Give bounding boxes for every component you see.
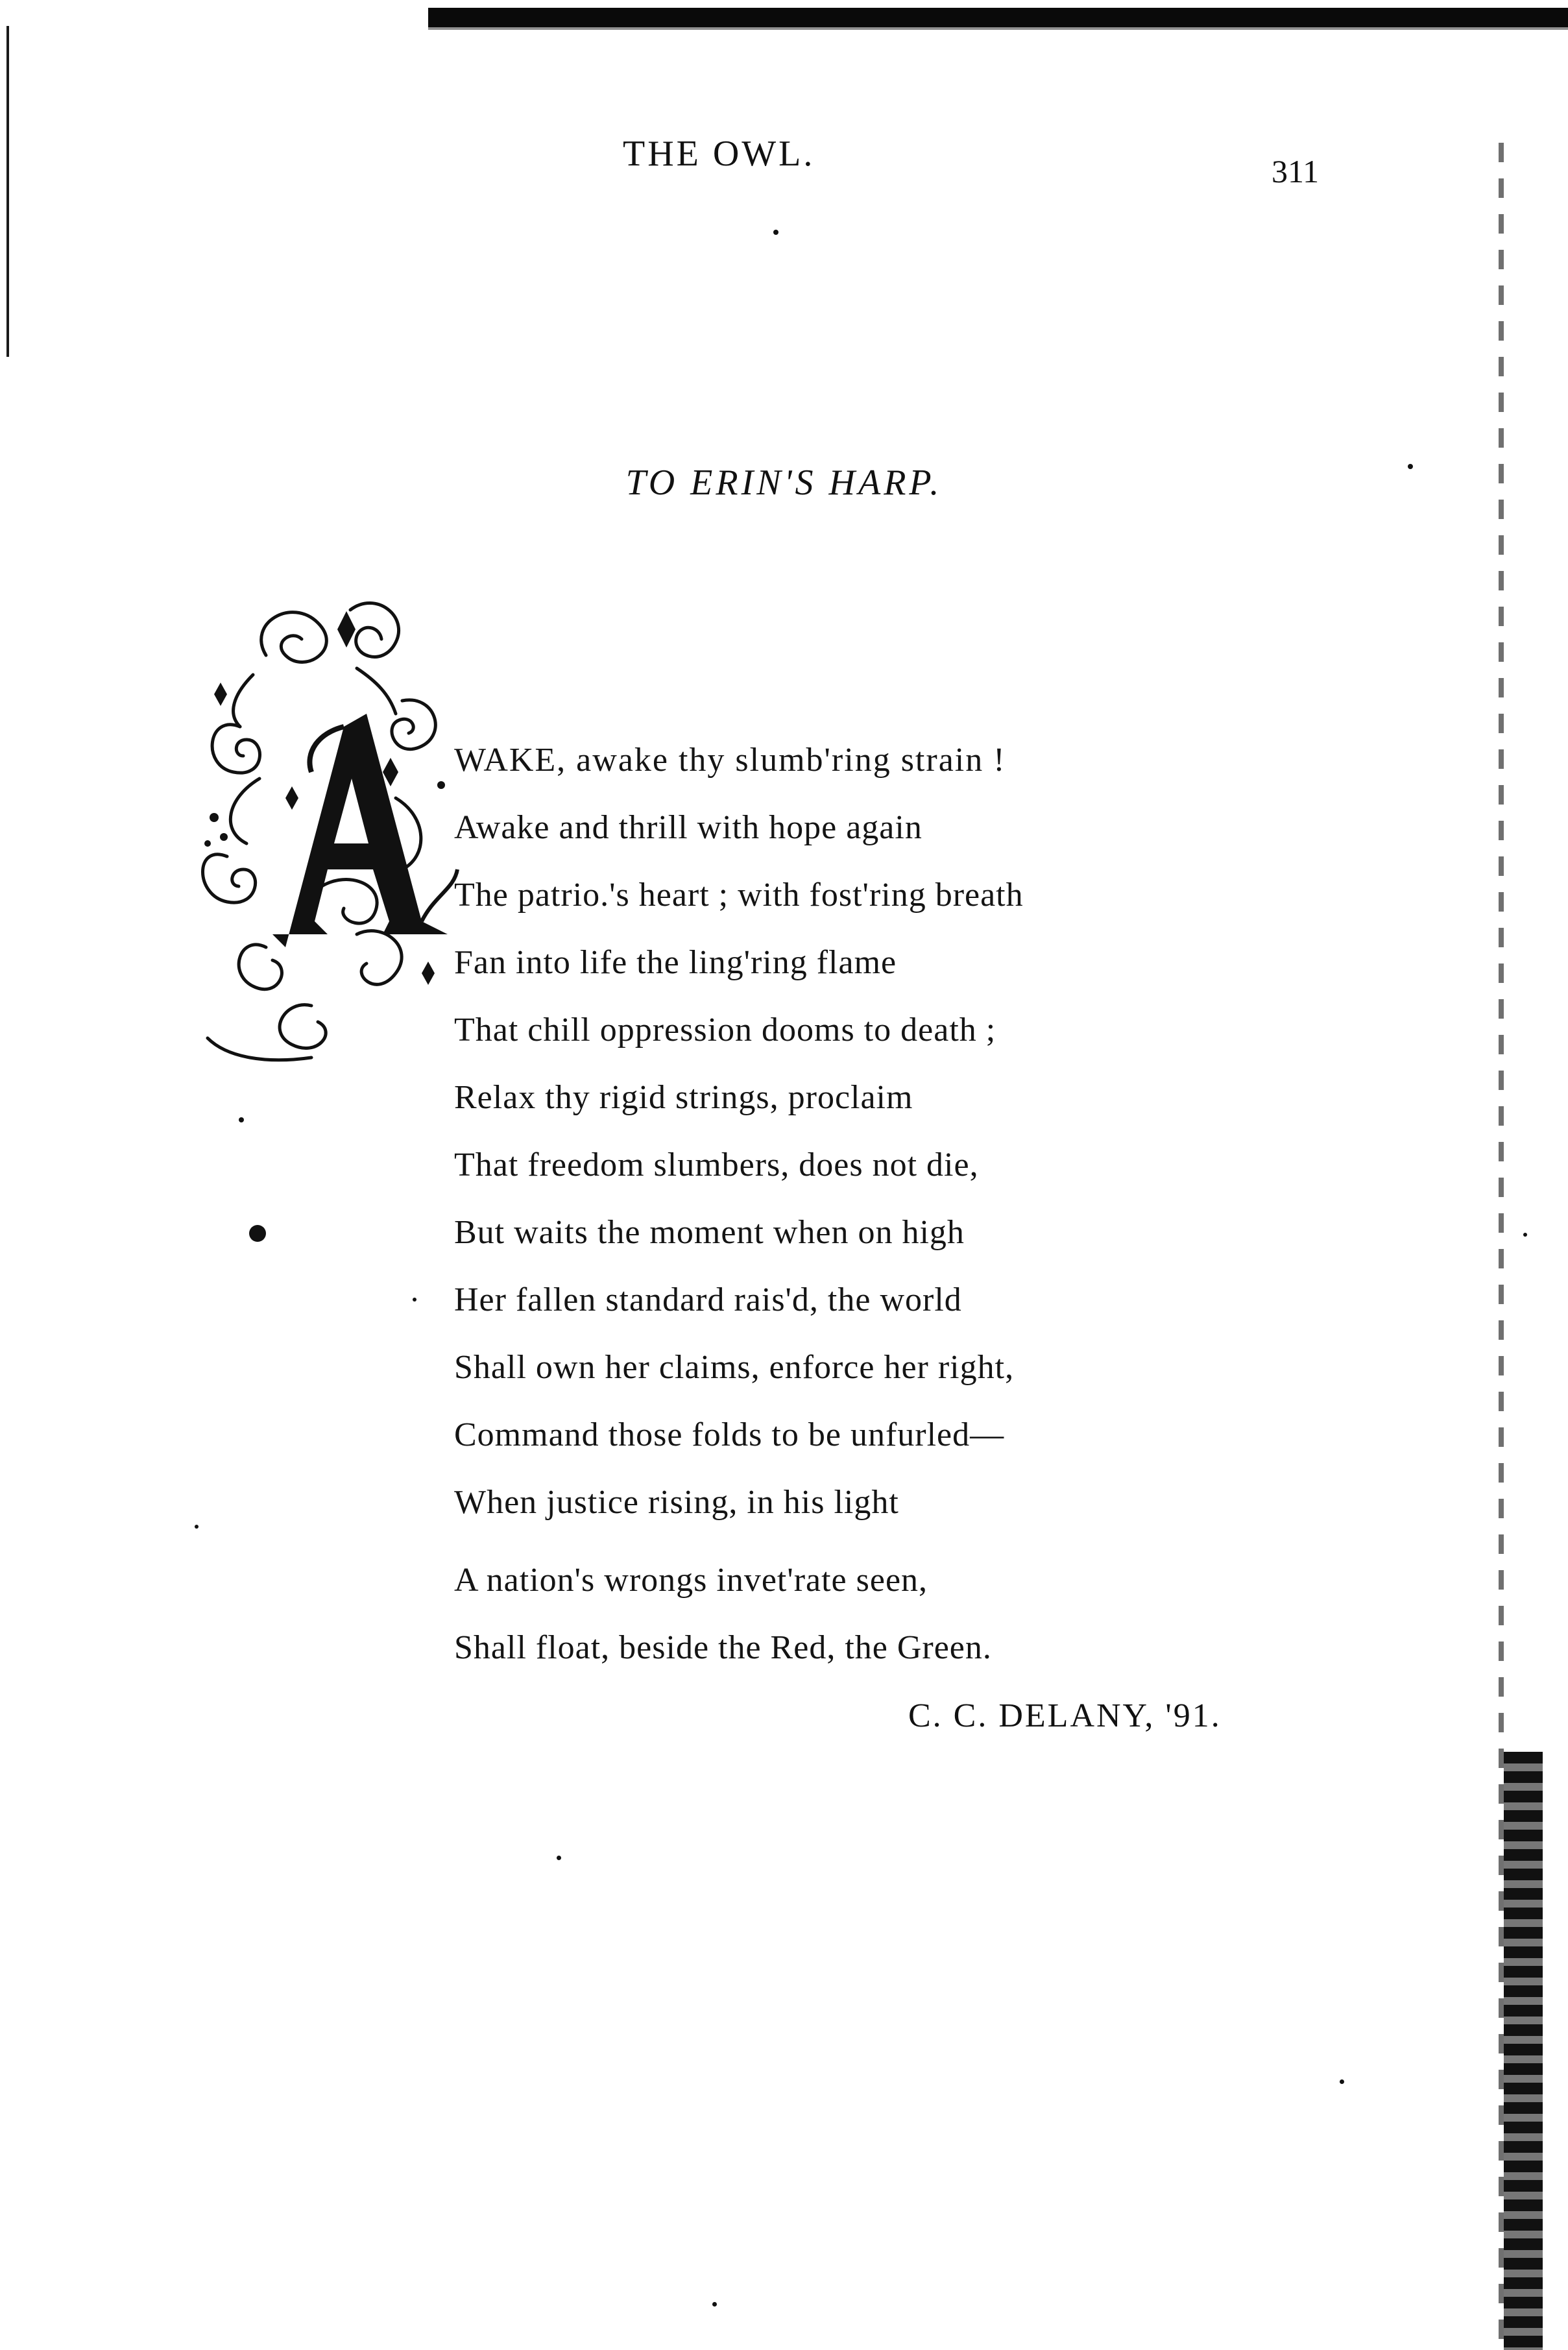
page-number: 311 [1272, 153, 1320, 189]
running-head: THE OWL. [623, 134, 815, 174]
ink-speck [557, 1856, 561, 1860]
ornamental-drop-cap [188, 584, 461, 1077]
poem-line: Awake and thrill with hope again [454, 809, 923, 846]
poem-title: TO ERIN'S HARP. [625, 463, 943, 503]
poem-line: Shall own her claims, enforce her right, [454, 1349, 1015, 1386]
left-page-edge [6, 26, 9, 357]
top-rule [428, 8, 1568, 27]
ink-speck [239, 1117, 244, 1122]
ink-speck [1340, 2079, 1344, 2084]
binding-edge [1504, 1752, 1543, 2350]
ink-speck [1523, 1233, 1527, 1237]
poem-line: The patrio.'s heart ; with fost'ring breath [454, 877, 1024, 914]
poem-line: Shall float, beside the Red, the Green. [454, 1629, 992, 1666]
ink-speck [773, 230, 778, 235]
poem-line: That freedom slumbers, does not die, [454, 1146, 979, 1183]
ink-speck [1408, 464, 1413, 469]
ink-speck [712, 2302, 717, 2307]
poem-line: Fan into life the ling'ring flame [454, 944, 897, 981]
poem-line: Relax thy rigid strings, proclaim [454, 1079, 913, 1116]
poem-line: When justice rising, in his light [454, 1484, 899, 1521]
poem-stanza [454, 727, 1024, 1682]
poem-line: A nation's wrongs invet'rate seen, [454, 1562, 928, 1599]
ink-speck [195, 1525, 199, 1529]
poem-line: That chill oppression dooms to death ; [454, 1011, 996, 1048]
poem-line: WAKE, awake thy slumb'ring strain ! [454, 742, 1006, 779]
ink-speck [413, 1298, 416, 1302]
ink-speck [249, 1225, 266, 1242]
poem-line: But waits the moment when on high [454, 1214, 965, 1251]
author-signature: C. C. DELANY, '91. [908, 1697, 1222, 1734]
poem-line: Her fallen standard rais'd, the world [454, 1281, 962, 1318]
poem-line: Command those folds to be unfurled— [454, 1416, 1005, 1453]
